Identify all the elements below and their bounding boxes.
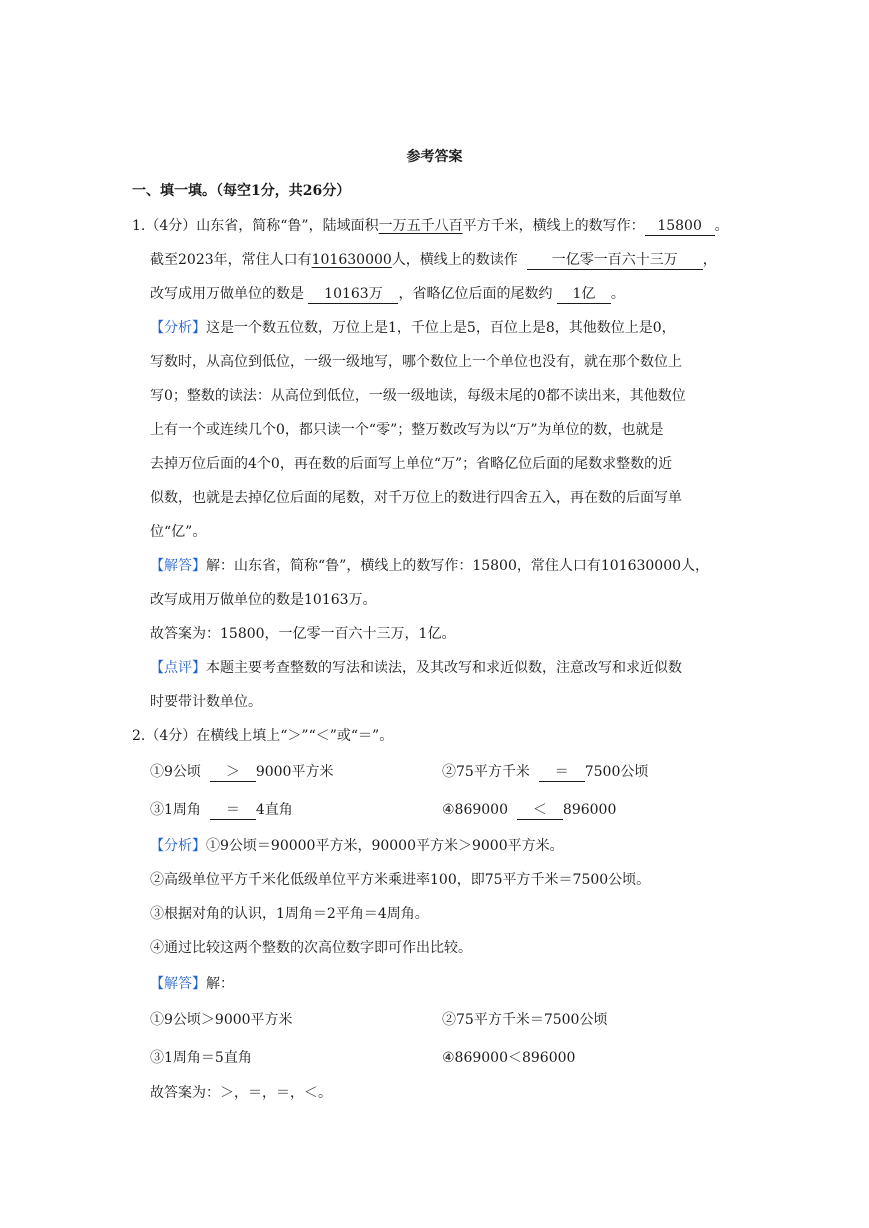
- q1-line-3: [150, 284, 625, 304]
- q2-item-text: ②75平方千米: [442, 764, 530, 780]
- answer-tag: 【解答】: [150, 976, 206, 992]
- q1-line-1: [132, 216, 729, 236]
- q1-text: 1.（4分）山东省，简称“鲁”，陆域面积: [132, 218, 379, 234]
- comment-tag: 【点评】: [150, 660, 206, 676]
- analysis-tag: 【分析】: [150, 320, 206, 336]
- section-heading: 一、填一填。（每空1分，共26分）: [132, 183, 351, 199]
- q2-blank-2: ＝: [539, 763, 585, 782]
- q1-analysis-line: [150, 318, 676, 338]
- q2-analysis-line: [150, 836, 564, 856]
- q1-answer-blank-4: 1亿: [557, 285, 611, 304]
- q1-analysis-line: 写0；整数的读法：从高位到低位，一级一级地读，每级末尾的0都不读出来，其他数位: [150, 388, 686, 404]
- q2-result-2: ②75平方千米＝7500公顷: [442, 1012, 608, 1028]
- q1-answer-text: 解：山东省，简称“鲁”，横线上的数写作：15800，常住人口有101630000人，: [206, 558, 710, 574]
- q1-underlined-area: 一万五千八百: [378, 218, 463, 234]
- q2-item-text: ④869000: [442, 802, 508, 818]
- q2-result-1: ①9公顷＞9000平方米: [150, 1012, 293, 1028]
- q1-text: 截至2023年，常住人口有: [150, 252, 312, 268]
- q1-answer-line: [150, 556, 709, 576]
- q1-text: ，: [702, 252, 717, 268]
- q2-analysis-line: ②高级单位平方千米化低级单位平方米乘进率100，即75平方千米＝7500公顷。: [150, 872, 651, 888]
- q2-answer-lead: 解：: [206, 976, 234, 992]
- q1-analysis-line: 上有一个或连续几个0，都只读一个“零”；整万数改写为以“万”为单位的数，也就是: [150, 422, 664, 438]
- analysis-tag: 【分析】: [150, 838, 206, 854]
- q1-answer-blank-1: 15800: [645, 217, 715, 236]
- q2-item-3: [150, 800, 293, 820]
- q2-stem: 2.（4分）在横线上填上“＞”“＜”或“＝”。: [132, 728, 394, 744]
- q2-item-text: ③1周角: [150, 802, 201, 818]
- q1-underlined-population: 101630000: [311, 252, 392, 268]
- q2-blank-1: ＞: [210, 763, 256, 782]
- q1-answer-blank-3: 10163万: [308, 285, 398, 304]
- q2-item-text: ①9公顷: [150, 764, 201, 780]
- q2-analysis-line: ③根据对角的认识，1周角＝2平角＝4周角。: [150, 906, 429, 922]
- q1-answer-line: 故答案为：15800，一亿零一百六十三万，1亿。: [150, 626, 456, 642]
- q1-text: 。: [714, 218, 729, 234]
- q1-analysis-line: 似数，也就是去掉亿位后面的尾数，对千万位上的数进行四舍五入，再在数的后面写单: [150, 490, 682, 506]
- q1-text: 人，横线上的数读作: [391, 252, 518, 268]
- q2-item-2: [442, 762, 648, 782]
- q1-analysis-line: 写数时，从高位到低位，一级一级地写，哪个数位上一个单位也没有，就在那个数位上: [150, 354, 682, 370]
- page-title: 参考答案: [406, 149, 463, 165]
- q1-analysis-line: 位“亿”。: [150, 524, 207, 540]
- q1-text: 平方千米，横线上的数写作：: [462, 218, 645, 234]
- q1-analysis-text: 这是一个数五位数，万位上是1，千位上是5，百位上是8，其他数位上是0，: [206, 320, 676, 336]
- q2-final-answer: 故答案为：＞，＝，＝，＜。: [150, 1085, 332, 1101]
- q1-analysis-line: 去掉万位后面的4个0，再在数的后面写上单位“万”；省略亿位后面的尾数求整数的近: [150, 456, 673, 472]
- q1-text: 。: [610, 286, 625, 302]
- answer-tag: 【解答】: [150, 558, 206, 574]
- q2-item-text: 9000平方米: [255, 764, 334, 780]
- q1-comment-text: 本题主要考查整数的写法和读法，及其改写和求近似数，注意改写和求近似数: [206, 660, 682, 676]
- q2-blank-4: ＜: [517, 801, 563, 820]
- q2-result-3: ③1周角＝5直角: [150, 1050, 252, 1066]
- q2-item-1: [150, 762, 333, 782]
- q1-text: 改写成用万做单位的数是: [150, 286, 304, 302]
- q1-comment-line: 时要带计数单位。: [150, 694, 262, 710]
- q2-item-text: 7500公顷: [584, 764, 649, 780]
- q2-blank-3: ＝: [210, 801, 256, 820]
- q1-text: ，省略亿位后面的尾数约: [398, 286, 553, 302]
- q2-answer-line: [150, 974, 234, 994]
- q1-line-2: [150, 250, 717, 270]
- q2-item-text: 4直角: [255, 802, 293, 818]
- q2-analysis-line: ④通过比较这两个整数的次高位数字即可作出比较。: [150, 940, 472, 956]
- q1-answer-blank-2: 一亿零一百六十三万: [527, 251, 703, 270]
- q2-item-4: [442, 800, 616, 820]
- q2-analysis-text: ①9公顷＝90000平方米，90000平方米＞9000平方米。: [206, 838, 564, 854]
- q2-item-text: 896000: [562, 802, 617, 818]
- q1-answer-line: 改写成用万做单位的数是10163万。: [150, 592, 377, 608]
- q1-comment-line: [150, 658, 682, 678]
- q2-result-4: ④869000＜896000: [442, 1050, 576, 1066]
